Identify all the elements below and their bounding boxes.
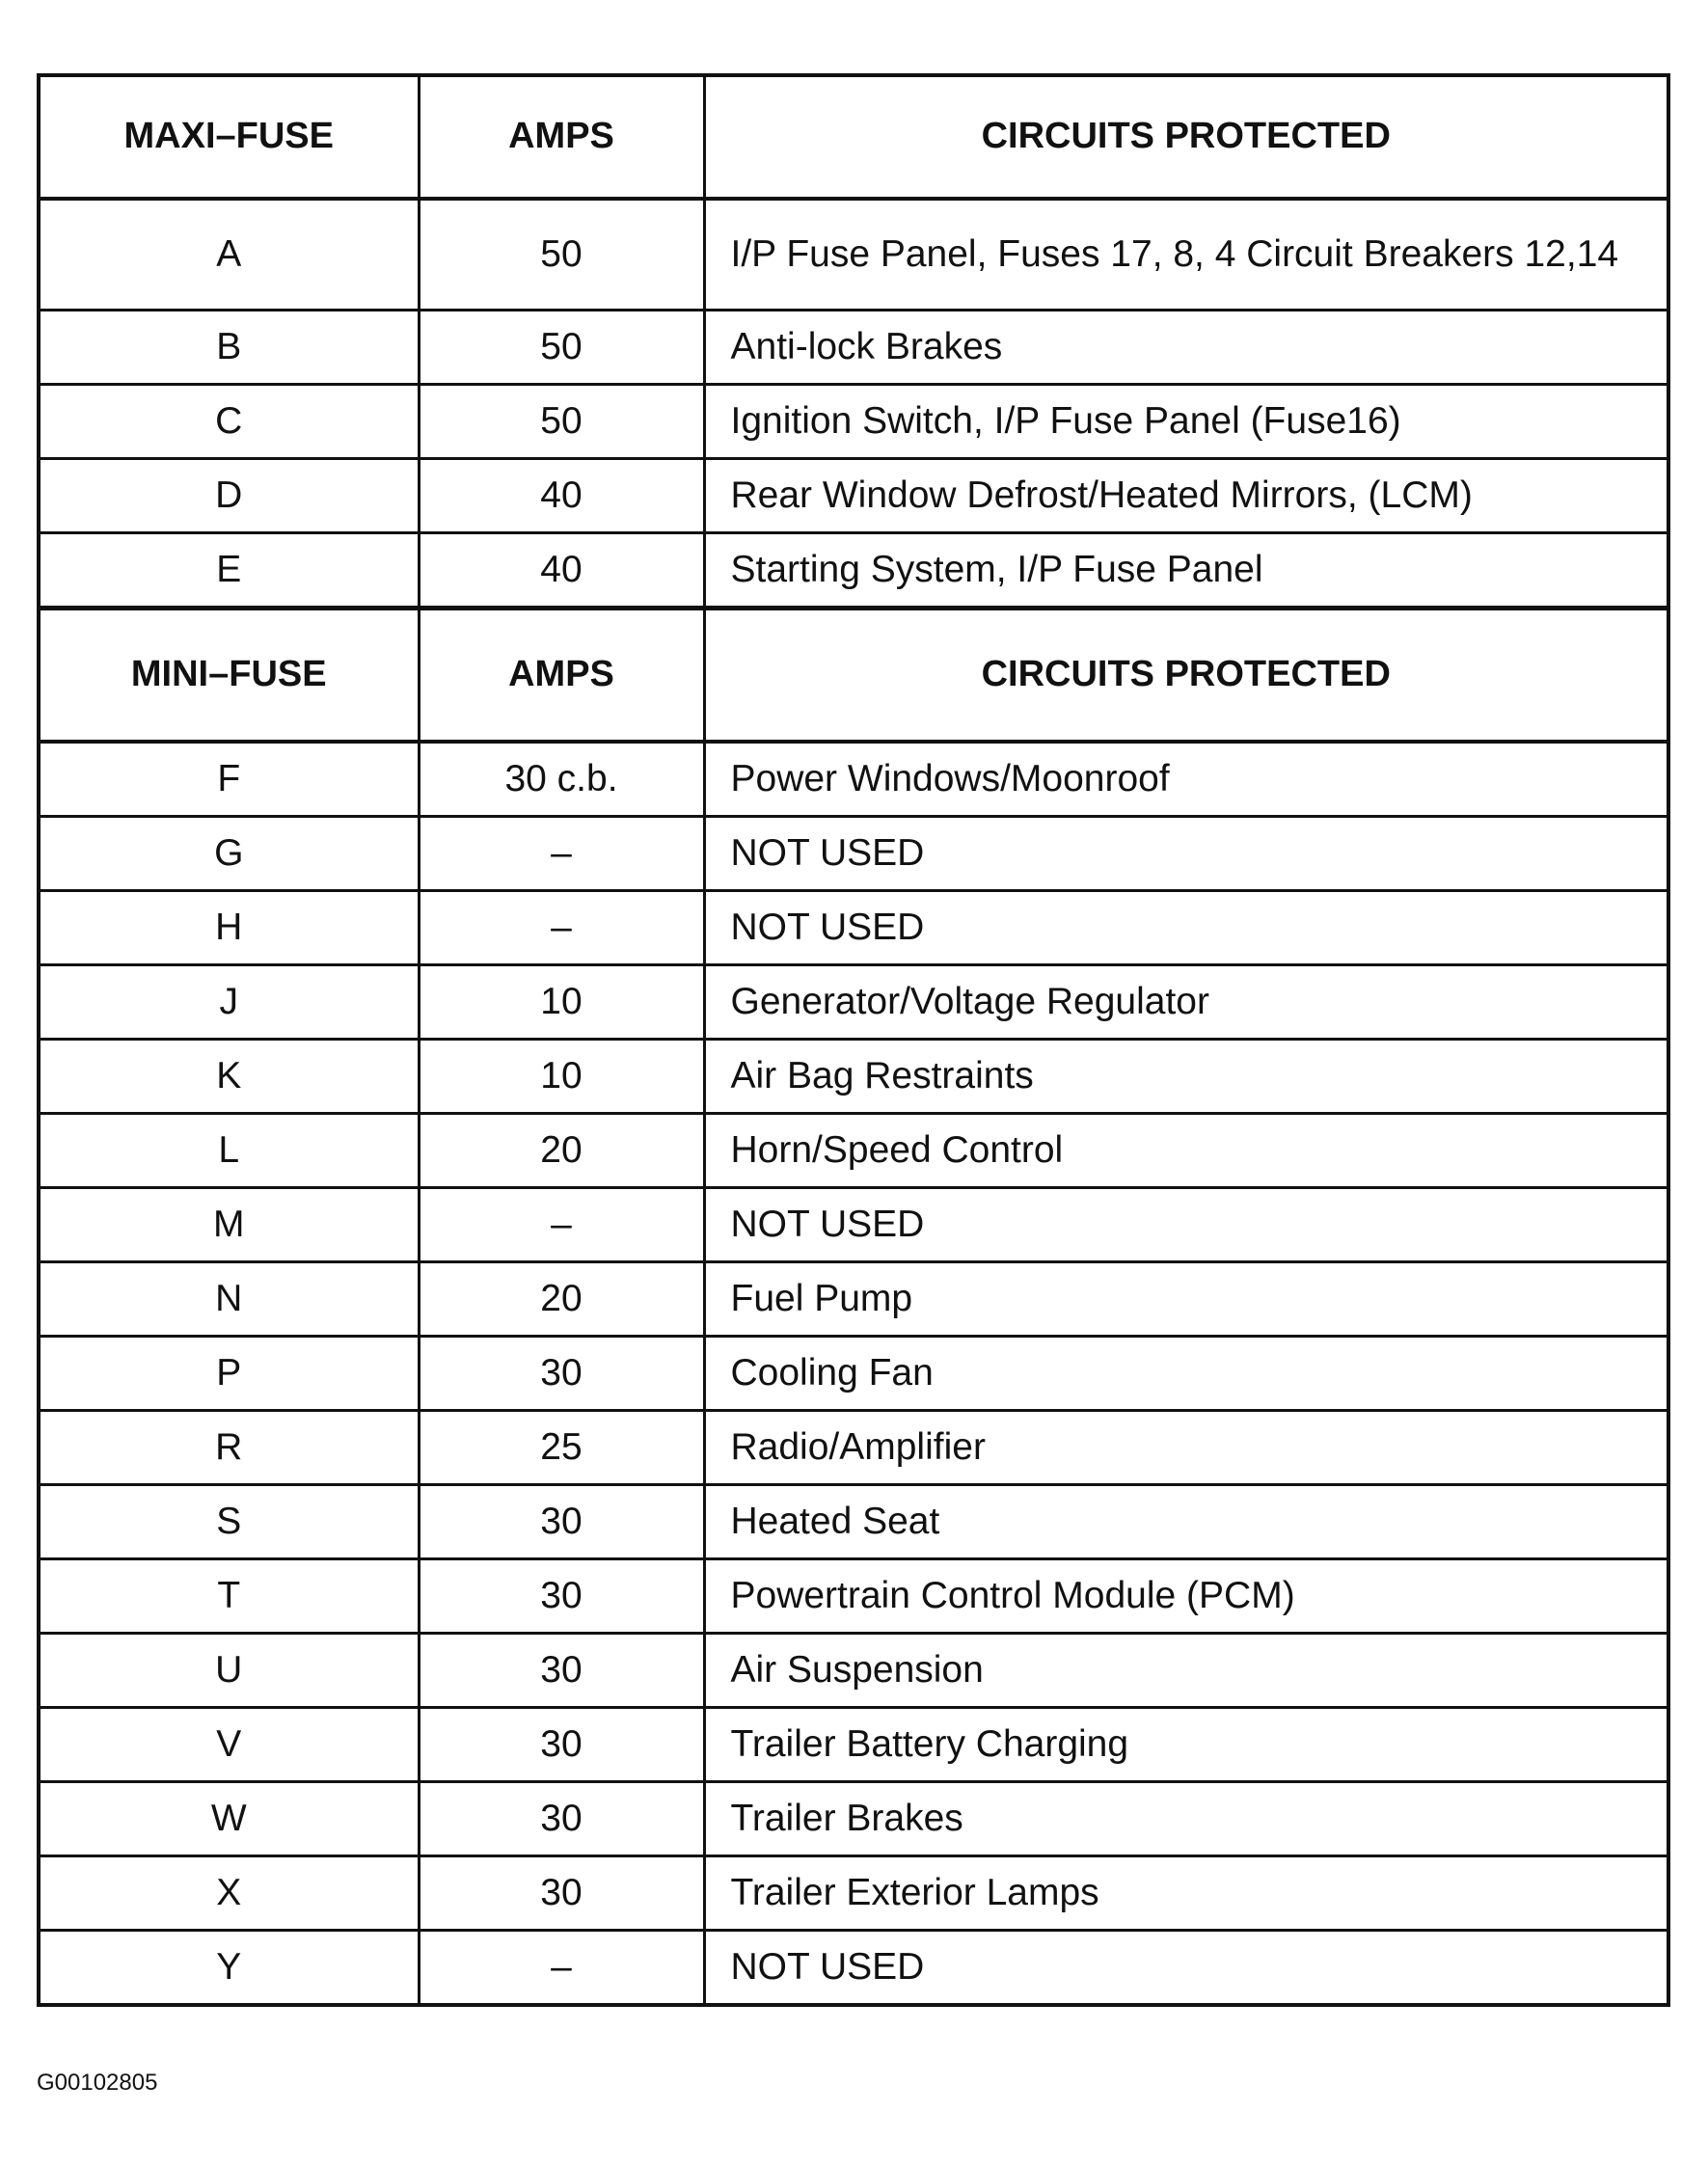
fuse-id-cell: Y (39, 1931, 419, 2006)
mini-fuse-header-row (39, 609, 1668, 743)
circuits-cell: Starting System, I/P Fuse Panel (704, 533, 1668, 609)
mini-fuse-column-header: MINI–FUSE (39, 609, 419, 743)
maxi-amps-column-header: AMPS (419, 75, 704, 199)
amps-cell: – (419, 1188, 704, 1262)
mini-fuse-row (39, 891, 1668, 965)
mini-fuse-row (39, 1188, 1668, 1262)
fuse-id-cell: K (39, 1040, 419, 1114)
circuits-cell: Ignition Switch, I/P Fuse Panel (Fuse16) (704, 385, 1668, 459)
maxi-fuse-row (39, 385, 1668, 459)
amps-cell: 30 (419, 1634, 704, 1708)
fuse-id-cell: V (39, 1708, 419, 1782)
fuse-id-cell: L (39, 1114, 419, 1188)
amps-cell: 30 (419, 1708, 704, 1782)
fuse-id-cell: F (39, 742, 419, 817)
mini-fuse-row (39, 817, 1668, 891)
circuits-cell: NOT USED (704, 1188, 1668, 1262)
mini-fuse-row (39, 1931, 1668, 2006)
maxi-fuse-column-header: MAXI–FUSE (39, 75, 419, 199)
amps-cell: 30 (419, 1782, 704, 1856)
amps-cell: 40 (419, 459, 704, 533)
circuits-cell: Trailer Exterior Lamps (704, 1856, 1668, 1931)
mini-fuse-row (39, 1708, 1668, 1782)
fuse-id-cell: P (39, 1337, 419, 1411)
mini-circuits-column-header: CIRCUITS PROTECTED (704, 609, 1668, 743)
fuse-table-body (39, 75, 1668, 2005)
amps-cell: – (419, 1931, 704, 2006)
fuse-id-cell: A (39, 199, 419, 311)
circuits-cell: Radio/Amplifier (704, 1411, 1668, 1485)
fuse-id-cell: U (39, 1634, 419, 1708)
mini-fuse-row (39, 1337, 1668, 1411)
fuse-id-cell: R (39, 1411, 419, 1485)
mini-fuse-row (39, 1485, 1668, 1559)
fuse-id-cell: T (39, 1559, 419, 1634)
mini-amps-column-header: AMPS (419, 609, 704, 743)
fuse-id-cell: G (39, 817, 419, 891)
amps-cell: – (419, 891, 704, 965)
mini-fuse-row (39, 965, 1668, 1040)
fuse-id-cell: B (39, 311, 419, 385)
circuits-cell: Air Suspension (704, 1634, 1668, 1708)
maxi-fuse-header-row (39, 75, 1668, 199)
mini-fuse-row (39, 1634, 1668, 1708)
circuits-cell: NOT USED (704, 817, 1668, 891)
circuits-cell: Horn/Speed Control (704, 1114, 1668, 1188)
mini-fuse-row (39, 1559, 1668, 1634)
amps-cell: – (419, 817, 704, 891)
circuits-cell: Trailer Brakes (704, 1782, 1668, 1856)
figure-id: G00102805 (37, 2070, 158, 2096)
amps-cell: 30 (419, 1559, 704, 1634)
circuits-cell: Powertrain Control Module (PCM) (704, 1559, 1668, 1634)
amps-cell: 20 (419, 1262, 704, 1337)
amps-cell: 50 (419, 311, 704, 385)
circuits-cell: Generator/Voltage Regulator (704, 965, 1668, 1040)
circuits-cell: Rear Window Defrost/Heated Mirrors, (LCM) (704, 459, 1668, 533)
mini-fuse-row (39, 742, 1668, 817)
amps-cell: 20 (419, 1114, 704, 1188)
fuse-id-cell: D (39, 459, 419, 533)
amps-cell: 30 (419, 1485, 704, 1559)
circuits-cell: Anti-lock Brakes (704, 311, 1668, 385)
circuits-cell: NOT USED (704, 1931, 1668, 2006)
circuits-cell: Cooling Fan (704, 1337, 1668, 1411)
amps-cell: 30 c.b. (419, 742, 704, 817)
fuse-id-cell: X (39, 1856, 419, 1931)
fuse-id-cell: N (39, 1262, 419, 1337)
fuse-id-cell: S (39, 1485, 419, 1559)
maxi-fuse-row (39, 533, 1668, 609)
amps-cell: 25 (419, 1411, 704, 1485)
amps-cell: 30 (419, 1856, 704, 1931)
circuits-cell: Air Bag Restraints (704, 1040, 1668, 1114)
mini-fuse-row (39, 1856, 1668, 1931)
amps-cell: 50 (419, 385, 704, 459)
maxi-fuse-row (39, 199, 1668, 311)
fuse-table (37, 73, 1670, 2007)
circuits-cell: Trailer Battery Charging (704, 1708, 1668, 1782)
maxi-fuse-row (39, 311, 1668, 385)
circuits-cell: Heated Seat (704, 1485, 1668, 1559)
fuse-id-cell: C (39, 385, 419, 459)
amps-cell: 40 (419, 533, 704, 609)
amps-cell: 50 (419, 199, 704, 311)
circuits-cell: Power Windows/Moonroof (704, 742, 1668, 817)
mini-fuse-row (39, 1040, 1668, 1114)
maxi-fuse-row (39, 459, 1668, 533)
mini-fuse-row (39, 1411, 1668, 1485)
amps-cell: 30 (419, 1337, 704, 1411)
fuse-id-cell: W (39, 1782, 419, 1856)
amps-cell: 10 (419, 1040, 704, 1114)
fuse-id-cell: E (39, 533, 419, 609)
fuse-id-cell: H (39, 891, 419, 965)
circuits-cell: I/P Fuse Panel, Fuses 17, 8, 4 Circuit Breakers 12,14 (704, 199, 1668, 311)
mini-fuse-row (39, 1262, 1668, 1337)
circuits-cell: Fuel Pump (704, 1262, 1668, 1337)
circuits-cell: NOT USED (704, 891, 1668, 965)
maxi-circuits-column-header: CIRCUITS PROTECTED (704, 75, 1668, 199)
fuse-id-cell: J (39, 965, 419, 1040)
amps-cell: 10 (419, 965, 704, 1040)
mini-fuse-row (39, 1782, 1668, 1856)
fuse-id-cell: M (39, 1188, 419, 1262)
mini-fuse-row (39, 1114, 1668, 1188)
